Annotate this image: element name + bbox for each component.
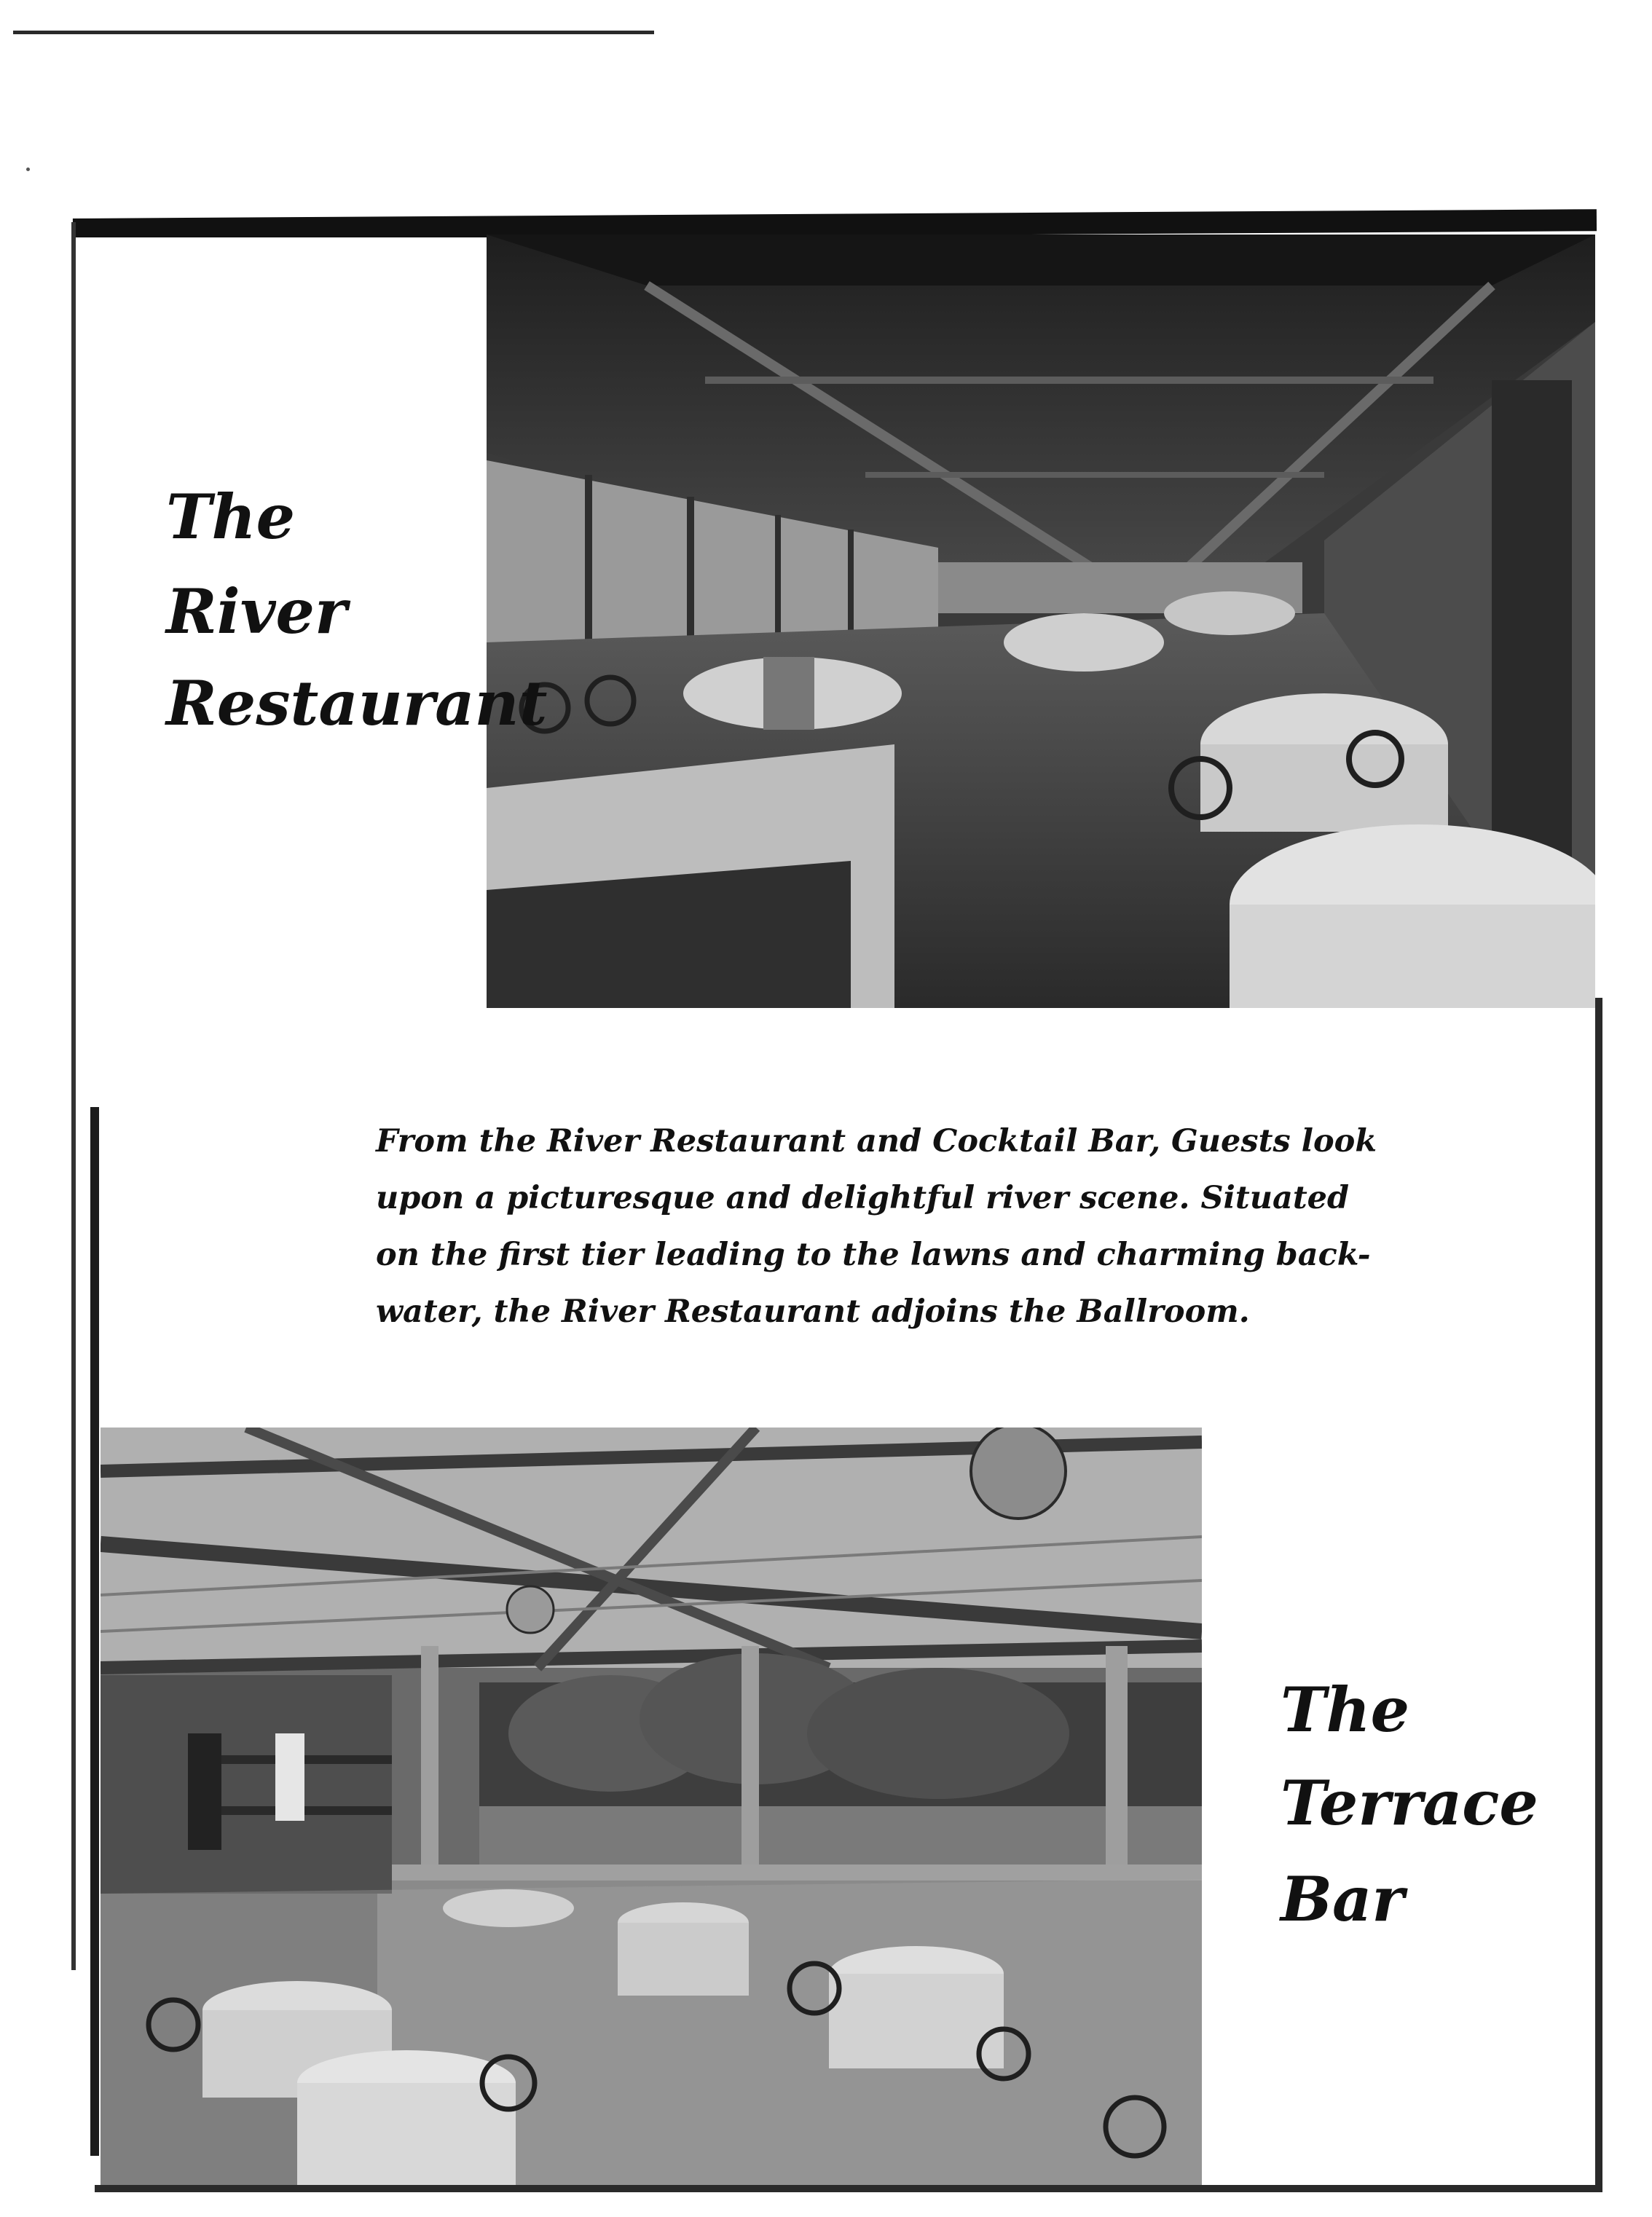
description-line: upon a picturesque and delightful river scene. Situated [376,1180,1350,1216]
river-heading-line-1: The [166,481,296,553]
page-frame-left-inner [90,1107,99,2156]
description-line: water, the River Restaurant adjoins the Ballroom. [376,1293,1250,1330]
terrace-bar-photo [101,1428,1202,2185]
river-heading-line-2: River [166,575,347,647]
terrace-bar-photo-art [101,1428,1202,2185]
river-restaurant-photo-art [487,235,1595,1008]
stray-mark [26,168,30,171]
river-restaurant-photo [487,235,1595,1008]
description-line: on the first tier leading to the lawns and charming back- [376,1237,1371,1273]
description-paragraph [376,1113,1377,1340]
top-rule [13,31,654,34]
page-frame-bottom [95,2185,1602,2192]
river-heading-line-3: Restaurant [166,667,548,739]
page-frame-right [1595,998,1602,2185]
terrace-heading-line-1: The [1281,1674,1410,1746]
description-line: From the River Restaurant and Cocktail Bar, Guests look [376,1123,1377,1159]
terrace-heading-line-2: Terrace [1281,1767,1538,1839]
page-frame-left [71,222,76,1970]
terrace-heading-line-3: Bar [1281,1863,1404,1935]
